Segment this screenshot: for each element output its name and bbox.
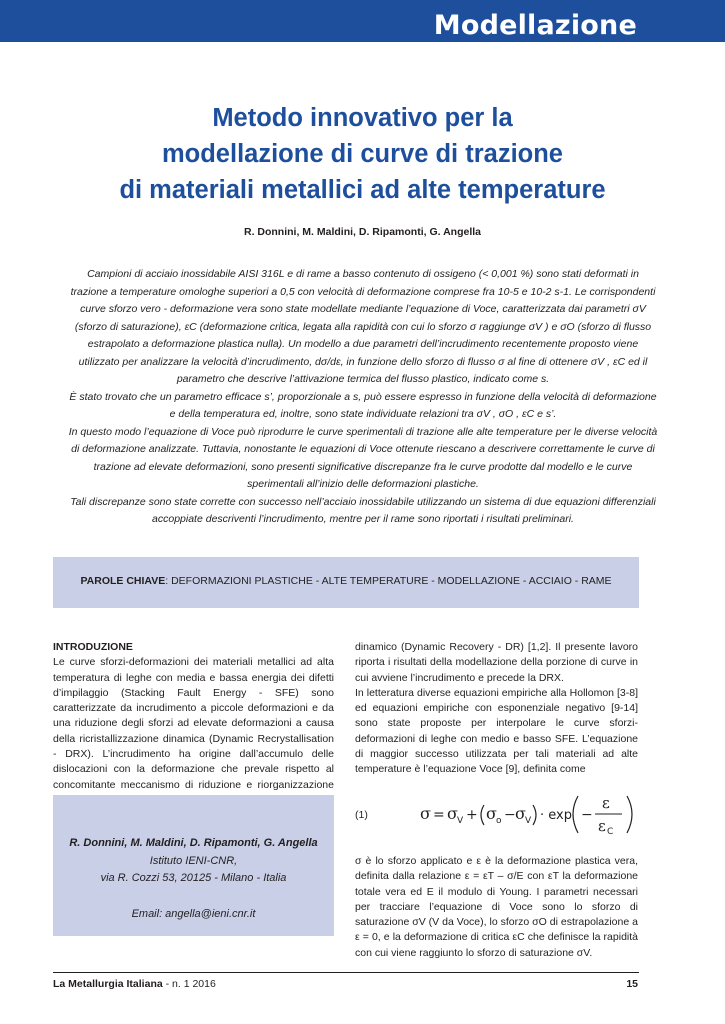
affiliation-box [53,795,334,936]
title-line: Metodo innovativo per la [212,104,513,132]
abstract-paragraph: Tali discrepanze sono state corrette con successo nell’acciaio inossidabile utilizzando un sistema di due equazioni differenziali accoppiate descriventi l’incrudimento, mentre per il rame sono riportati i risultati preliminari. [70,495,656,525]
eq-lhs: σ [420,804,431,823]
eq-paren-right [533,805,536,825]
definitions-paragraph: σ è lo sforzo applicato e ε è la deformazione plastica vera, definita dalla relazione ε = εT – σ/E con εT la deformazione totale vera ed E il modulo di Young. I parametri necessari per tracciare l’equazione di Voce sono lo sforzo di saturazione σV (V da Voce), lo sforzo σO di estrapolazione a ε = 0, e la deformazione di critica εC che definisce la rapidità con cui viene raggiunto lo sforzo di saturazione σV. [355,855,638,959]
affiliation-address: via R. Cozzi 53, 20125 - Milano - Italia [100,872,287,884]
abstract-paragraph: Campioni di acciaio inossidabile AISI 316L e di rame a basso contenuto di ossigeno (< 0,001 %) sono stati deformati in trazione a temperature omologhe superiori a 0,5 con velocità di deformazione comprese fra 10-5 e 10-2 s-1. Le corrispondenti curve sforzo vero - deformazione vera sono state modellate mediante l’equazione di Voce, caratterizzata dai parametri σV (sforzo di saturazione), εC (deformazione critica, legata alla rapidità con cui lo sforzo σ raggiunge σV ) e σO (sforzo di flusso estrapolato a deformazione plastica nulla). Un modello a due parametri dell’incrudimento recentemente proposto viene utilizzato per analizzare la velocità d’incrudimento, dσ/dε, in funzione dello sforzo di flusso σ al fine di ottenere σV , εC ed il parametro che descrive l’attivazione termica del flusso plastico, indicato come s. [70,268,656,385]
affiliation-institute: Istituto IENI-CNR, [149,854,238,867]
abstract [68,266,658,529]
abstract-paragraph: È stato trovato che un parametro efficace s’, proporzionale a s, può essere espresso in funzione della velocità di deformazione e della temperatura ed, inoltre, sono state individuate relazioni tra σV , σO , εC e s’. [69,390,657,420]
title-line: di materiali metallici ad alte temperature [119,176,606,204]
eq-minus: − [504,807,516,823]
eq-numerator: ε [602,794,610,812]
eq-sub: V [457,816,464,826]
abstract-paragraph: In questo modo l’equazione di Voce può riprodurre le curve sperimentali di trazione alle alte temperature per le diverse velocità di deformazione analizzate. Tuttavia, nonostante le equazioni di Voce ottenute riescano a descrivere correttamente le curve di trazione ad elevate deformazioni, sono presenti significative discrepanze fra le curve prodotte dal modello e le curve sperimentali all’inizio delle deformazioni plastiche. [68,425,658,490]
authors: R. Donnini, M. Maldini, D. Ripamonti, G. Angella [243,226,482,238]
eq-exp: · exp [540,808,572,823]
journal-issue: - n. 1 2016 [162,978,216,990]
eq-sigma-v: σ [447,804,458,823]
page-number: 15 [626,978,638,990]
right-paragraph: In letteratura diverse equazioni empiriche alla Hollomon [3-8] ed equazioni empiriche con esponenziale negativo [9-14] sono state proposte per interpolare le curve sforzi-deformazioni di leghe con medio e basso SFE. L’equazione di maggior successo utilizzata per tali materiali ad alte temperature è l’equazione Voce [9], definita come [355,686,638,776]
eq-big-paren-right [627,796,632,833]
keywords [53,575,639,587]
eq-equals: = [433,807,445,823]
title-line: modellazione di curve di trazione [161,140,563,168]
eq-sub: o [496,816,502,826]
affiliation-email: Email: angella@ieni.cnr.it [131,907,256,920]
eq-big-paren-left [573,796,578,833]
journal-name: La Metallurgia Italiana [53,978,163,990]
intro-column [53,640,334,808]
intro-heading: INTRODUZIONE [53,641,133,653]
keywords-box [53,557,639,608]
voce-equation [418,788,640,840]
footer-rule [53,972,639,973]
intro-text: Le curve sforzi-deformazioni dei materiali metallici ad alta temperatura di leghe con media e bassa energia dei difetti d’impilaggio (Stacking Fault Energy - SFE) sono caratterizzate da incrudimento a piccole deformazioni e da una riduzione degli sforzi ad elevate deformazioni a causa della ricristallizzazione dinamica (Dynamic Recrystallisation - DRX). L’incrudimento ha origine dall’accumulo delle dislocazioni con la deformazione che prevale rispetto al concomitante meccanismo di riduzione e riorganizzazione [53,656,334,791]
eq-denominator: ε [598,817,606,835]
right-paragraph: dinamico (Dynamic Recovery - DR) [1,2]. Il presente lavoro riporta i risultati della modellazione della porzione di curve in cui avviene l’incrudimento e precede la DRX. [355,641,638,684]
eq-paren-left [481,805,484,825]
keywords-label: PAROLE CHIAVE [80,575,166,587]
section-label: Modellazione [433,10,637,41]
eq-sub: V [525,816,532,826]
article-title [60,100,665,208]
equation-number: (1) [355,809,368,821]
affiliation-names: R. Donnini, M. Maldini, D. Ripamonti, G. Angella [69,837,318,849]
right-column [355,640,638,778]
footer-journal [53,978,216,990]
eq-neg: − [581,807,593,823]
header-bar [0,0,725,42]
eq-sigma-v2: σ [515,804,526,823]
eq-plus: + [466,807,478,823]
keywords-text: : DEFORMAZIONI PLASTICHE - ALTE TEMPERATURE - MODELLAZIONE - ACCIAIO - RAME [165,575,612,587]
eq-sub: C [607,827,614,837]
eq-sigma-o: σ [486,804,497,823]
